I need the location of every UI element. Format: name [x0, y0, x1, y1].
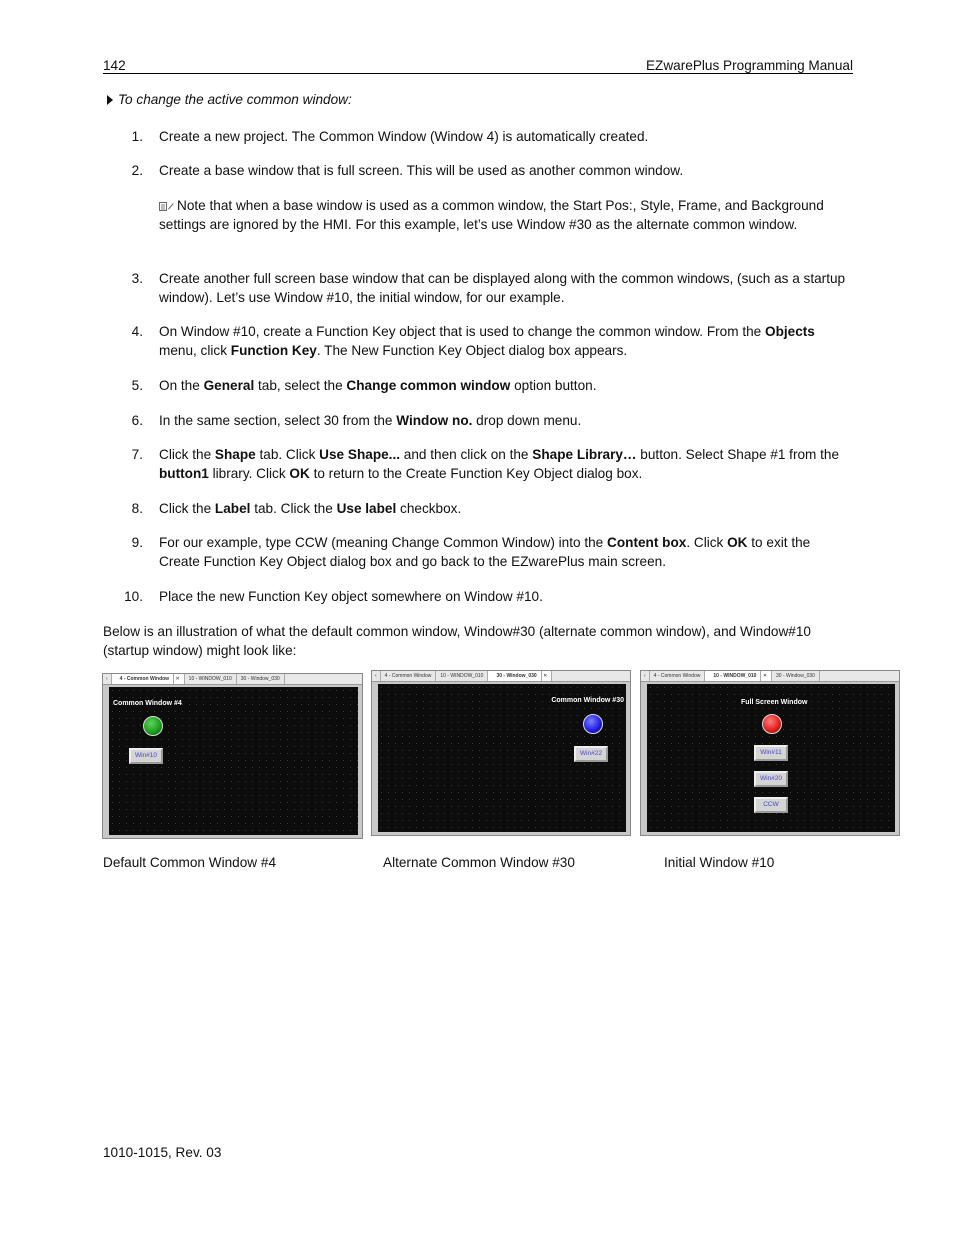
window-title: Full Screen Window [741, 699, 808, 706]
win10-button[interactable]: Win#10 [129, 748, 163, 764]
window-title: Common Window #30 [551, 697, 624, 704]
win11-button[interactable]: Win#11 [754, 745, 788, 761]
tab-window-010[interactable]: 10 - WINDOW_010 ✕ [705, 671, 772, 681]
tab-window-010[interactable]: 10 - WINDOW_010 [436, 671, 488, 681]
illustration-intro: Below is an illustration of what the default common window, Window#30 (alternate common window), and Window#10 (startup window) might look like: [103, 624, 811, 658]
tab-scroll-left-icon[interactable]: ‹ [103, 674, 112, 684]
window-canvas [109, 687, 358, 835]
tab-scroll-left-icon[interactable]: ‹ [372, 671, 381, 681]
tab-window-030[interactable]: 30 - Window_030 [772, 671, 820, 681]
tab-common-window[interactable]: 4 - Common Window [381, 671, 437, 681]
tab-common-window[interactable]: 4 - Common Window [650, 671, 706, 681]
screenshot-common-window-4 [102, 673, 363, 839]
screenshot-common-window-30 [371, 670, 631, 836]
procedure-heading: To change the active common window: [103, 92, 352, 107]
ccw-button[interactable]: CCW [754, 797, 788, 813]
note-icon [159, 201, 174, 211]
manual-title: EZwarePlus Programming Manual [645, 58, 853, 73]
tab-window-030[interactable]: 30 - Window_030 ✕ [488, 671, 552, 681]
blue-lamp-icon [583, 714, 603, 734]
green-lamp-icon [143, 716, 163, 736]
window-tab-bar [372, 671, 630, 682]
win20-button[interactable]: Win#20 [754, 771, 788, 787]
window-canvas [378, 684, 626, 832]
page-number: 142 [103, 58, 126, 73]
win22-button[interactable]: Win#22 [574, 746, 608, 762]
caption-alternate-common-window: Alternate Common Window #30 [383, 855, 575, 870]
caption-default-common-window: Default Common Window #4 [103, 855, 277, 870]
window-canvas [647, 684, 895, 832]
tab-scroll-left-icon[interactable]: ‹ [641, 671, 650, 681]
triangle-bullet-icon [107, 95, 113, 105]
window-title: Common Window #4 [113, 700, 182, 707]
tab-window-010[interactable]: 10 - WINDOW_010 [185, 674, 237, 684]
red-lamp-icon [762, 714, 782, 734]
window-tab-bar [103, 674, 362, 685]
tab-common-window[interactable]: 4 - Common Window ✕ [112, 674, 185, 684]
tab-window-030[interactable]: 30 - Window_030 [237, 674, 285, 684]
caption-initial-window: Initial Window #10 [664, 855, 775, 870]
document-revision: 1010-1015, Rev. 03 [103, 1145, 222, 1160]
header-rule [103, 73, 853, 74]
window-tab-bar [641, 671, 899, 682]
screenshot-initial-window-10 [640, 670, 900, 836]
